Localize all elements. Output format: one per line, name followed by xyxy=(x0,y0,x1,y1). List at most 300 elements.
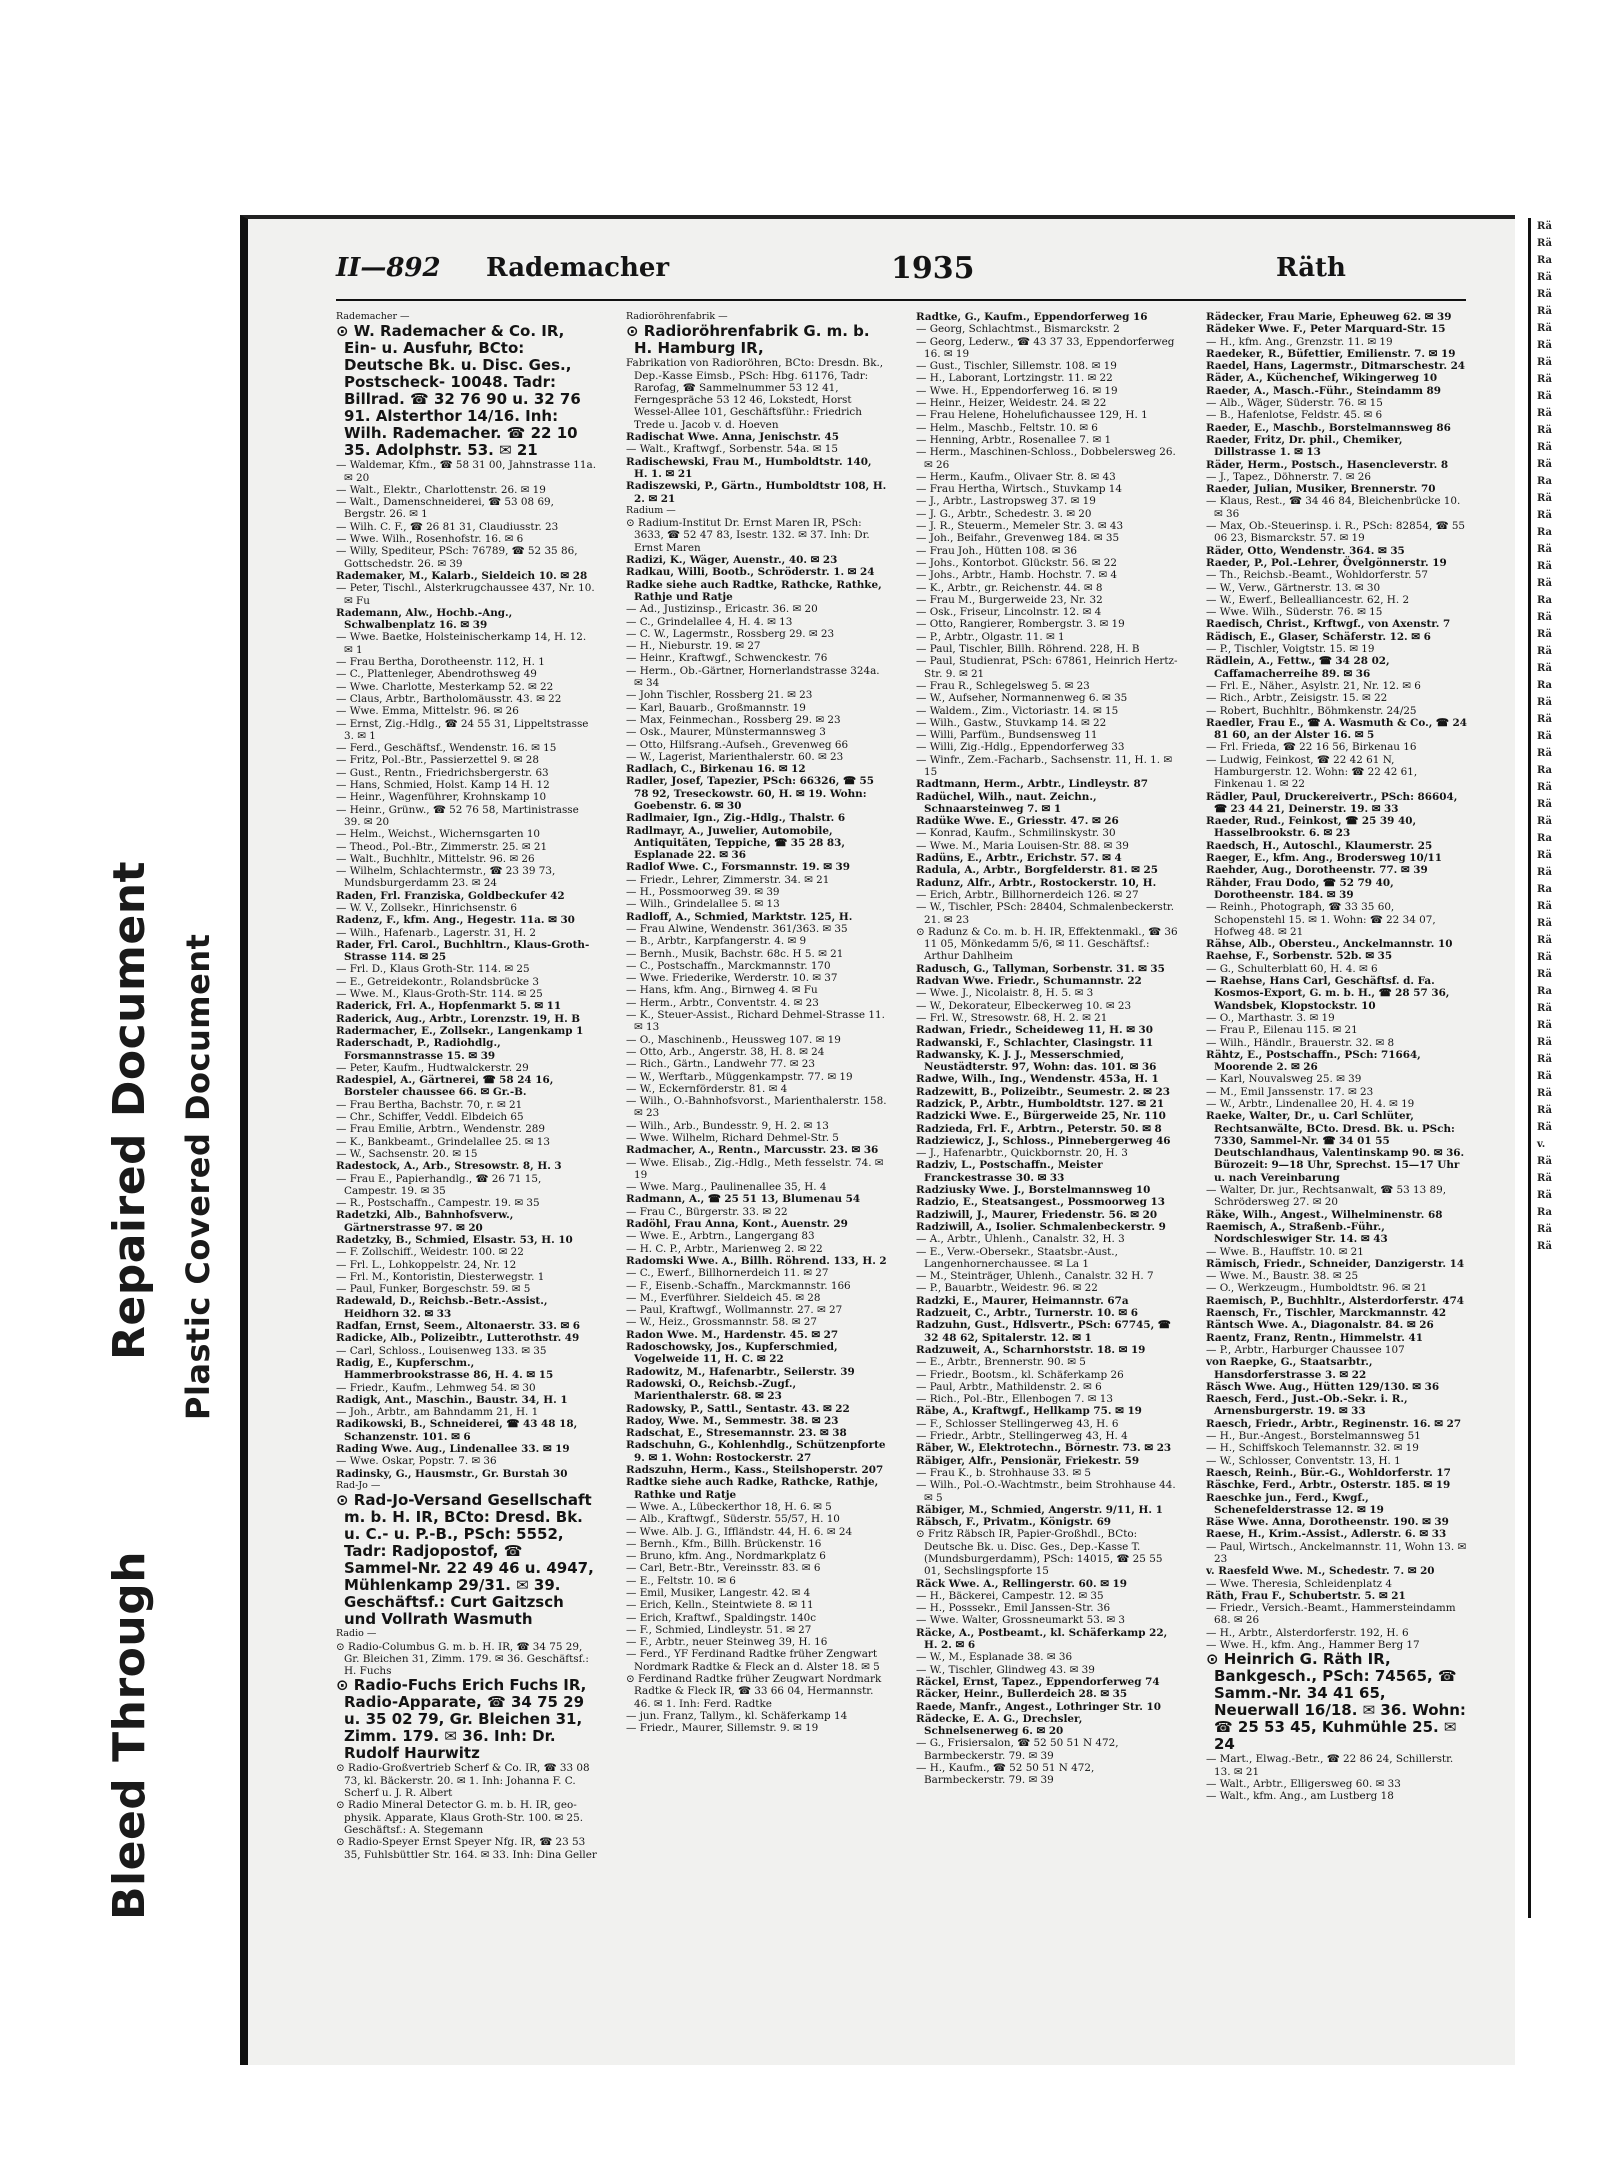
directory-entry: — P., Arbtr., Harburger Chaussee 107 xyxy=(1206,1343,1405,1356)
directory-entry: Radüchel, Wilh., naut. Zeichn., Schnaarsteinweg 7. ✉ 1 xyxy=(916,790,1097,815)
directory-entry: Radziwill, J., Maurer, Friedenstr. 56. ✉ 20 xyxy=(916,1208,1158,1221)
directory-entry: Raedsch, H., Autoschl., Klaumerstr. 25 xyxy=(1206,839,1433,852)
adjacent-entry-fragment: Rä xyxy=(1537,493,1553,504)
directory-entry: — H. C. P., Arbtr., Marienweg 2. ✉ 22 xyxy=(626,1242,823,1255)
directory-entry: — Frau P., Eilenau 115. ✉ 21 xyxy=(1206,1024,1358,1037)
directory-entry: — Wwe. Theresia, Schleidenplatz 4 xyxy=(1206,1577,1393,1590)
adjacent-entry-fragment: Rä xyxy=(1537,340,1553,351)
directory-entry: Radomski Wwe. A., Billh. Röhrend. 133, H. 2 xyxy=(626,1254,887,1267)
directory-entry: — Wwe. Elisab., Zig.-Hdlg., Meth fesselstr. 74. ✉ 19 xyxy=(626,1156,884,1181)
directory-entry: — Willi, Zig.-Hdlg., Eppendorferweg 33 xyxy=(916,741,1125,754)
directory-entry: Raesch, Ferd., Just.-Ob.-Sekr. i. R., Arnensburgerstr. 19. ✉ 33 xyxy=(1206,1393,1408,1418)
directory-entry: — Ferd., YF Ferdinand Radtke früher Zengwart Nordmark Radtke & Fleck an d. Alster 18. ✉ 5 xyxy=(626,1648,880,1673)
directory-entry: Radioröhrenfabrik — xyxy=(626,311,728,322)
directory-entry: — F. Zollschiff., Weidestr. 100. ✉ 22 xyxy=(336,1246,524,1259)
directory-entry: Radestock, A., Arb., Stresowstr. 8, H. 3 xyxy=(336,1160,562,1173)
directory-entry: Radio — xyxy=(336,1628,377,1640)
directory-entry: — Heinr., Grünw., ☎ 52 76 58, Martinistrasse 39. ✉ 20 xyxy=(336,803,579,828)
directory-entry: — Klaus, Rest., ☎ 34 46 84, Bleichenbrücke 10. ✉ 36 xyxy=(1206,495,1461,520)
directory-entry: Räsch Wwe. Aug., Hütten 129/130. ✉ 36 xyxy=(1206,1380,1440,1393)
directory-entry: ⊙ Heinrich G. Räth IR, Bankgesch., PSch: 74565, ☎ Samm.-Nr. 34 41 65, Neuerwall 16/18. ✉ 36. Wohn: ☎ 25 53 45, Kuhmühle 25. ✉ 24 xyxy=(1206,1650,1466,1754)
directory-entry: — Osk., Maurer, Münstermannsweg 3 xyxy=(626,726,826,739)
directory-entry: Radlof Wwe. C., Forsmannstr. 19. ✉ 39 xyxy=(626,861,851,874)
directory-entry: — Frau C., Bürgerstr. 33. ✉ 22 xyxy=(626,1205,788,1218)
directory-entry: — K., Arbtr., gr. Reichenstr. 44. ✉ 8 xyxy=(916,581,1103,594)
directory-entry: — Joh., Arbtr., am Bahndamm 21, H. 1 xyxy=(336,1406,539,1419)
directory-entry: ⊙ Radio-Columbus G. m. b. H. IR, ☎ 34 75 29, Gr. Bleichen 31, Zimm. 179. ✉ 36. Geschäftsf.: H. Fuchs xyxy=(336,1640,589,1678)
adjacent-entry-fragment: Rä xyxy=(1537,1037,1553,1048)
adjacent-entry-fragment: Rä xyxy=(1537,357,1553,368)
page-content xyxy=(336,249,1466,2049)
directory-entry: — A., Arbtr., Uhlenh., Canalstr. 32, H. 3 xyxy=(916,1233,1125,1246)
directory-entry: Raden, Frl. Franziska, Goldbeckufer 42 xyxy=(336,889,565,902)
directory-entry: — Wilhelm, Schlachtermstr., ☎ 23 39 73, Mundsburgerdamm 23. ✉ 24 xyxy=(336,865,556,890)
directory-entry: Radwe, Wilh., Ing., Wendenstr. 453a, H. 1 xyxy=(916,1073,1159,1086)
directory-entry: — John Tischler, Rossberg 21. ✉ 23 xyxy=(626,689,813,702)
directory-entry: Räbsch, F., Privatm., Königstr. 69 xyxy=(916,1516,1112,1529)
directory-entry: — Walt., kfm. Ang., am Lustberg 18 xyxy=(1206,1790,1394,1803)
directory-entry: v. Raesfeld Wwe. M., Schedestr. 7. ✉ 20 xyxy=(1206,1565,1435,1578)
directory-entry: — Paul, Kraftwgf., Wollmannstr. 27. ✉ 27 xyxy=(626,1304,843,1317)
directory-entry: — J. R., Steuerm., Memeler Str. 3. ✉ 43 xyxy=(916,520,1124,533)
directory-entry: Raehse, F., Sorbenstr. 52b. ✉ 35 xyxy=(1206,950,1393,963)
directory-entry: — Rich., Gärtn., Landwehr 77. ✉ 23 xyxy=(626,1058,815,1071)
directory-entry: — W., Schlosser, Conventstr. 13, H. 1 xyxy=(1206,1454,1401,1467)
directory-entry: — Frau Alwine, Wendenstr. 361/363. ✉ 35 xyxy=(626,922,848,935)
directory-entry: — Konrad, Kaufm., Schmilinskystr. 30 xyxy=(916,827,1116,840)
adjacent-entry-fragment: Rä xyxy=(1537,748,1553,759)
directory-entry: Raeger, E., kfm. Ang., Brodersweg 10/11 xyxy=(1206,852,1442,865)
directory-entry: ⊙ Radio-Fuchs Erich Fuchs IR, Radio-Apparate, ☎ 34 75 29 u. 35 02 79, Gr. Bleichen 31, Zimm. 179. ✉ 36. Inh: Dr. Rudolf Haurwitz xyxy=(336,1676,587,1763)
directory-entry: — Ad., Justizinsp., Ericastr. 36. ✉ 20 xyxy=(626,603,818,616)
directory-entry: — Wilh., Arb., Bundesstr. 9, H. 2. ✉ 13 xyxy=(626,1119,829,1132)
directory-entry: — Wwe. B., Hauffstr. 10. ✉ 21 xyxy=(1206,1245,1364,1258)
adjacent-entry-fragment: Rä xyxy=(1537,459,1553,470)
page-number: II—892 xyxy=(336,253,441,283)
directory-entry: Radula, A., Arbtr., Borgfelderstr. 81. ✉ 25 xyxy=(916,864,1158,877)
directory-entry: Radoy, Wwe. M., Semmestr. 38. ✉ 23 xyxy=(626,1414,839,1427)
adjacent-entry-fragment: Rä xyxy=(1537,731,1553,742)
directory-entry: — Wwe. H., Eppendorferweg 16. ✉ 19 xyxy=(916,384,1118,397)
directory-entry: — Max, Ob.-Steuerinsp. i. R., PSch: 82854, ☎ 55 06 23, Bismarckstr. 57. ✉ 19 xyxy=(1206,520,1466,545)
directory-entry: Raesch, Reinh., Bür.-G., Wohldorferstr. 17 xyxy=(1206,1466,1451,1479)
directory-entry: — Wwe. J., Nicolaistr. 8, H. 5. ✉ 3 xyxy=(916,987,1094,1000)
directory-entry: — Frl. M., Kontoristin, Diesterwegstr. 1 xyxy=(336,1270,545,1283)
directory-entry: Raderick, Frl. A., Hopfenmarkt 5. ✉ 11 xyxy=(336,1000,562,1013)
directory-entry: Rädisch, E., Glaser, Schäferstr. 12. ✉ 6 xyxy=(1206,630,1431,643)
directory-entry: Raemisch, P., Buchhltr., Alsterdorferstr. 474 xyxy=(1206,1294,1465,1307)
directory-entry: — Heinr., Wagenführer, Krohnskamp 10 xyxy=(336,791,547,804)
directory-entry: — Willy, Spediteur, PSch: 76789, ☎ 52 35 86, Gottschedstr. 26. ✉ 39 xyxy=(336,545,578,570)
directory-entry: Radziewicz, J., Schloss., Pinnebergerweg 46 xyxy=(916,1134,1171,1147)
directory-entry: Rademacher — xyxy=(336,311,410,322)
directory-entry: Raese, H., Krim.-Assist., Adlerstr. 6. ✉ 33 xyxy=(1206,1528,1447,1541)
directory-entry: — Herm., Kaufm., Olivaer Str. 8. ✉ 43 xyxy=(916,470,1116,483)
directory-entry: Radfan, Ernst, Seem., Altonaerstr. 33. ✉ 6 xyxy=(336,1320,581,1333)
directory-entry: — Otto, Arb., Angerstr. 38, H. 8. ✉ 24 xyxy=(626,1045,825,1058)
directory-entry: — Henning, Arbtr., Rosenallee 7. ✉ 1 xyxy=(916,433,1112,446)
adjacent-entry-fragment: Rä xyxy=(1537,714,1553,725)
directory-entry: — Osk., Friseur, Lincolnstr. 12. ✉ 4 xyxy=(916,606,1102,619)
directory-entry: ⊙ Radunz & Co. m. b. H. IR, Effektenmakl., ☎ 36 11 05, Mönkedamm 5/6, ✉ 11. Geschäftsf.: Arthur Dahlheim xyxy=(916,925,1178,963)
adjacent-entry-fragment: Rä xyxy=(1537,1003,1553,1014)
directory-page xyxy=(240,215,1515,2065)
directory-entry: — W., Werftarb., Müggenkampstr. 77. ✉ 19 xyxy=(626,1070,853,1083)
directory-columns xyxy=(336,311,1466,2041)
directory-entry: ⊙ Ferdinand Radtke früher Zeugwart Nordmark Radtke & Fleck IR, ☎ 33 66 04, Hermannstr. 46. ✉ 1. Inh: Ferd. Radtke xyxy=(626,1673,882,1710)
directory-entry: — B., Arbtr., Karpfangerstr. 4. ✉ 9 xyxy=(626,935,807,948)
directory-entry: Fabrikation von Radioröhren, BCto: Dresdn. Bk., Dep.-Kasse Eimsb., PSch: Hbg. 61176, Tadr: Rarofag, ☎ Sammelnummer 53 12 41, Ferngespräche 53 12 46, Lokstedt, Horst Wessel-Allee 101, Geschäftsführ.: Friedrich Trede u. Jacob v. d. Hoeven xyxy=(626,357,884,431)
directory-entry: — Wilh., Pol.-O.-Wachtmstr., beim Strohhause 44. ✉ 5 xyxy=(916,1479,1176,1504)
directory-entry: Räke, Wilh., Angest., Wilhelminenstr. 68 xyxy=(1206,1208,1443,1221)
directory-entry: Räse Wwe. Anna, Dorotheenstr. 190. ✉ 39 xyxy=(1206,1516,1449,1529)
directory-entry: Radwansky, K. J. J., Messerschmied, Neustädterstr. 97, Wohn: das. 101. ✉ 36 xyxy=(916,1048,1157,1074)
directory-entry: Radespiel, A., Gärtnerei, ☎ 58 24 16, Borsteler chaussee 66. ✉ Gr.-B. xyxy=(336,1074,554,1099)
directory-entry: — O., Marthastr. 3. ✉ 19 xyxy=(1206,1011,1335,1024)
directory-entry: Räckel, Ernst, Tapez., Eppendorferweg 74 xyxy=(916,1675,1160,1688)
directory-entry: Radkau, Willi, Bootb., Schröderstr. 1. ✉ 24 xyxy=(626,566,875,579)
directory-entry: — Gust., Tischler, Sillemstr. 108. ✉ 19 xyxy=(916,360,1117,373)
directory-entry: Radoschowsky, Jos., Kupferschmied, Vogelweide 11, H. C. ✉ 22 xyxy=(626,1341,838,1366)
adjacent-entry-fragment: Rä xyxy=(1537,425,1553,436)
adjacent-entry-fragment: Rä xyxy=(1537,952,1553,963)
directory-entry: — Waldem., Zim., Victoriastr. 14. ✉ 15 xyxy=(916,704,1119,717)
directory-entry: — W., Verw., Gärtnerstr. 13. ✉ 30 xyxy=(1206,581,1381,594)
column-3 xyxy=(916,311,1178,2041)
directory-entry: — Heinr., Kraftwgf., Schwenckestr. 76 xyxy=(626,652,828,665)
directory-entry: Radowsky, P., Sattl., Sentastr. 43. ✉ 22 xyxy=(626,1402,850,1415)
directory-entry: Räcker, Heinr., Bullerdeich 28. ✉ 35 xyxy=(916,1688,1128,1701)
directory-entry: — Rich., Arbtr., Zeisigstr. 15. ✉ 22 xyxy=(1206,692,1388,705)
directory-entry: — Rich., Pol.-Btr., Ellenbogen 7. ✉ 13 xyxy=(916,1393,1113,1406)
directory-entry: — G., Schulterblatt 60, H. 4. ✉ 6 xyxy=(1206,962,1378,975)
column-4 xyxy=(1206,311,1468,2041)
adjacent-entry-fragment: Rä xyxy=(1537,935,1553,946)
directory-entry: Radzueit, C., Arbtr., Turnerstr. 10. ✉ 6 xyxy=(916,1307,1138,1320)
directory-entry: — Frau E., Papierhandlg., ☎ 26 71 15, Campestr. 19. ✉ 35 xyxy=(336,1172,542,1197)
directory-entry: Raeder, Julian, Musiker, Brennerstr. 70 xyxy=(1206,483,1436,496)
directory-entry: — Walter, Dr. jur., Rechtsanwalt, ☎ 53 13 89, Schrödersweg 27. ✉ 20 xyxy=(1206,1184,1447,1209)
directory-entry: — W. V., Zollsekr., Hinrichsenstr. 6 xyxy=(336,901,517,914)
directory-entry: — Wilh. C. F., ☎ 26 81 31, Claudiusstr. 23 xyxy=(336,520,559,533)
directory-entry: — Peter, Tischl., Alsterkrugchaussee 437, Nr. 10. ✉ Fu xyxy=(336,582,595,607)
directory-entry: — Bruno, kfm. Ang., Nordmarkplatz 6 xyxy=(626,1550,826,1563)
directory-entry: Radtmann, Herm., Arbtr., Lindleystr. 87 xyxy=(916,778,1148,791)
directory-entry: Räbiger, Alfr., Pensionär, Friekestr. 59 xyxy=(916,1454,1140,1467)
directory-entry: Raensch, Fr., Tischler, Marckmannstr. 42 xyxy=(1206,1307,1447,1320)
directory-entry: — Claus, Arbtr., Bartholomäusstr. 43. ✉ 22 xyxy=(336,692,562,705)
directory-entry: — Wwe. H., kfm. Ang., Hammer Berg 17 xyxy=(1206,1639,1420,1652)
directory-entry: — Ferd., Geschäftsf., Wendenstr. 16. ✉ 15 xyxy=(336,742,557,755)
directory-entry: — Frau Emilie, Arbtrn., Wendenstr. 289 xyxy=(336,1123,546,1136)
adjacent-entry-fragment: Rä xyxy=(1537,408,1553,419)
directory-entry: — Joh., Beifahr., Grevenweg 184. ✉ 35 xyxy=(916,532,1120,545)
adjacent-entry-fragment: Rä xyxy=(1537,544,1553,555)
directory-entry: Rähtz, E., Postschaffn., PSch: 71664, Moorende 2. ✉ 26 xyxy=(1206,1048,1421,1074)
directory-entry: Radziv, L., Postschaffn., Meister Franckestrasse 30. ✉ 33 xyxy=(916,1159,1103,1184)
directory-entry: — W., Ewerf., Bellealliancestr. 62, H. 2 xyxy=(1206,593,1410,606)
directory-entry: — Karl, Bauarb., Großmannstr. 19 xyxy=(626,701,806,714)
adjacent-entry-fragment: Ra xyxy=(1537,255,1553,266)
directory-entry: — Ludwig, Feinkost, ☎ 22 42 61 N, Hamburgerstr. 12. Wohn: ☎ 22 42 61, Finkenau 1. ✉ 22 xyxy=(1206,753,1418,791)
directory-entry: Radüke Wwe. E., Griesstr. 47. ✉ 26 xyxy=(916,815,1119,828)
directory-entry: Rading Wwe. Aug., Lindenallee 33. ✉ 19 xyxy=(336,1443,570,1456)
directory-entry: — Wilh., Gastw., Stuvkamp 14. ✉ 22 xyxy=(916,716,1107,729)
directory-entry: — Chr., Schiffer, Veddl. Elbdeich 65 xyxy=(336,1111,524,1124)
directory-entry: — O., Maschinenb., Heussweg 107. ✉ 19 xyxy=(626,1033,841,1046)
directory-entry: Radlmayr, A., Juwelier, Automobile, Antiquitäten, Teppiche, ☎ 35 28 83, Esplanade 22. ✉ 36 xyxy=(626,824,846,862)
directory-entry: — Friedr., Lehrer, Zimmerstr. 34. ✉ 21 xyxy=(626,873,830,886)
directory-entry: — W., Lagerist, Marienthalerstr. 60. ✉ 23 xyxy=(626,750,844,763)
directory-entry: Rädecke, E. A. G., Drechsler, Schnelsenerweg 6. ✉ 20 xyxy=(916,1712,1083,1738)
directory-entry: Rädlein, A., Fettw., ☎ 34 28 02, Caffamacherreihe 89. ✉ 36 xyxy=(1206,655,1390,680)
directory-entry: — Herm., Maschinen-Schloss., Dobbelersweg 26. ✉ 26 xyxy=(916,446,1176,471)
directory-entry: — H., Kaufm., ☎ 52 50 51 N 472, Barmbeckerstr. 79. ✉ 39 xyxy=(916,1762,1095,1787)
adjacent-entry-fragment: Rä xyxy=(1537,1241,1553,1252)
directory-entry: Radmacher, A., Rentn., Marcusstr. 23. ✉ 36 xyxy=(626,1144,879,1157)
directory-entry: — Mart., Elwag.-Betr., ☎ 22 86 24, Schillerstr. 13. ✉ 21 xyxy=(1206,1753,1454,1778)
directory-entry: Rämisch, Friedr., Schneider, Danzigerstr. 14 xyxy=(1206,1257,1465,1270)
directory-entry: — Alb., Kraftwgf., Süderstr. 55/57, H. 10 xyxy=(626,1513,840,1526)
label-repaired-document: Repaired Document xyxy=(104,860,155,1360)
adjacent-entry-fragment: Rä xyxy=(1537,272,1553,283)
directory-entry: — Hans, Schmied, Holst. Kamp 14 H. 12 xyxy=(336,779,550,792)
directory-entry: — Herm., Arbtr., Conventstr. 4. ✉ 23 xyxy=(626,996,819,1009)
directory-entry: — Friedr., Arbtr., Stellingerweg 43, H. 4 xyxy=(916,1430,1128,1443)
directory-entry: — J. G., Arbtr., Schedestr. 3. ✉ 20 xyxy=(916,507,1092,520)
directory-entry: — Ernst, Zig.-Hdlg., ☎ 24 55 31, Lippeltstrasse 3. ✉ 1 xyxy=(336,717,589,742)
directory-entry: — K., Bankbeamt., Grindelallee 25. ✉ 13 xyxy=(336,1135,551,1148)
directory-entry: — Erich, Kraftwf., Spaldingstr. 140c xyxy=(626,1611,817,1624)
adjacent-entry-fragment: Rä xyxy=(1537,1071,1553,1082)
directory-entry: — B., Hafenlotse, Feldstr. 45. ✉ 6 xyxy=(1206,409,1383,422)
directory-entry: Räth, Frau F., Schubertstr. 5. ✉ 21 xyxy=(1206,1589,1406,1602)
adjacent-entry-fragment: Rä xyxy=(1537,901,1553,912)
header-last-entry: Räth xyxy=(1276,253,1346,283)
header-first-entry: Rademacher xyxy=(486,253,670,283)
directory-entry: — Fritz, Pol.-Btr., Passierzettel 9. ✉ 28 xyxy=(336,754,539,767)
directory-entry: — Helm., Maschb., Feltstr. 10. ✉ 6 xyxy=(916,421,1098,434)
directory-entry: Räber, W., Elektrotechn., Börnestr. 73. ✉ 23 xyxy=(916,1442,1172,1455)
directory-entry: Radischewski, Frau M., Humboldtstr. 140, H. 1. ✉ 21 xyxy=(626,455,872,480)
directory-entry: — Wwe. Walter, Grossneumarkt 53. ✉ 3 xyxy=(916,1614,1126,1627)
directory-entry: Radwan, Friedr., Scheideweg 11, H. ✉ 30 xyxy=(916,1024,1153,1037)
directory-entry: Rädecker, Frau Marie, Epheuweg 62. ✉ 39 xyxy=(1206,311,1452,323)
directory-entry: ⊙ Radio-Speyer Ernst Speyer Nfg. IR, ☎ 23 53 35, Fuhlsbüttler Str. 164. ✉ 33. Inh: Dina Geller xyxy=(336,1836,597,1861)
directory-entry: — Friedr., Kaufm., Lehmweg 54. ✉ 30 xyxy=(336,1381,536,1394)
directory-entry: ⊙ Radium-Institut Dr. Ernst Maren IR, PSch: 3633, ☎ 52 47 83, Isestr. 132. ✉ 37. Inh: Dr. Ernst Maren xyxy=(626,517,870,554)
directory-entry: Radöhl, Frau Anna, Kont., Auenstr. 29 xyxy=(626,1218,848,1231)
directory-entry: — Frau M., Burgerweide 23, Nr. 32 xyxy=(916,593,1103,606)
directory-entry: — W., Arbtr., Lindenallee 20, H. 4. ✉ 19 xyxy=(1206,1098,1415,1110)
directory-entry: Räder, A., Küchenchef, Wikingerweg 10 xyxy=(1206,372,1438,385)
directory-entry: Räder, Otto, Wendenstr. 364. ✉ 35 xyxy=(1206,544,1405,557)
directory-entry: Raedler, Frau E., ☎ A. Wasmuth & Co., ☎ 24 81 60, an der Alster 16. ✉ 5 xyxy=(1206,716,1467,742)
directory-entry: Raderschadt, P., Radiohdlg., Forsmannstrasse 15. ✉ 39 xyxy=(336,1037,501,1062)
adjacent-entry-fragment: Rä xyxy=(1537,1173,1553,1184)
directory-entry: — M., Emil Janssenstr. 17. ✉ 23 xyxy=(1206,1085,1374,1098)
directory-entry: — H., kfm. Ang., Grenzstr. 11. ✉ 19 xyxy=(1206,335,1393,348)
label-plastic-covered: Plastic Covered Document xyxy=(179,933,217,1420)
directory-entry: — Theod., Pol.-Btr., Zimmerstr. 25. ✉ 21 xyxy=(336,840,548,853)
adjacent-entry-fragment: Rä xyxy=(1537,697,1553,708)
directory-entry: Radermacher, E., Zollsekr., Langenkamp 1 xyxy=(336,1024,584,1037)
directory-entry: — F., Eisenb.-Schaffn., Marckmannstr. 166 xyxy=(626,1279,851,1292)
directory-entry: — Walt., Arbtr., Elligersweg 60. ✉ 33 xyxy=(1206,1777,1401,1790)
directory-entry: — Wwe. Wilh., Rosenhofstr. 16. ✉ 6 xyxy=(336,533,524,546)
directory-entry: Radowski, O., Reichsb.-Zugf., Marienthalerstr. 68. ✉ 23 xyxy=(626,1377,797,1403)
directory-entry: Räder, Herm., Postsch., Hasencleverstr. 8 xyxy=(1206,458,1449,471)
directory-entry: — P., Bauarbtr., Weidestr. 96. ✉ 22 xyxy=(916,1282,1098,1295)
directory-entry: — Wilh., Händlr., Brauerstr. 32. ✉ 8 xyxy=(1206,1036,1395,1049)
directory-entry: — J., Tapez., Döhnerstr. 7. ✉ 26 xyxy=(1206,470,1371,483)
adjacent-entry-fragment: Rä xyxy=(1537,578,1553,589)
directory-entry: — Wilh., O.-Bahnhofsvorst., Marienthalerstr. 158. ✉ 23 xyxy=(626,1095,887,1120)
directory-entry: — W., Tischler, PSch: 28404, Schmalenbeckerstr. 21. ✉ 23 xyxy=(916,901,1175,926)
directory-entry: — Paul, Studienrat, PSch: 67861, Heinrich Hertz-Str. 9. ✉ 21 xyxy=(916,655,1178,680)
directory-entry: — W., Tischler, Glindweg 43. ✉ 39 xyxy=(916,1663,1095,1676)
directory-entry: — J., Hafenarbtr., Quickbornstr. 20, H. 3 xyxy=(916,1147,1128,1160)
directory-entry: — Gust., Rentn., Friedrichsbergerstr. 63 xyxy=(336,766,549,779)
adjacent-entry-fragment: Ra xyxy=(1537,765,1553,776)
adjacent-entry-fragment: Rä xyxy=(1537,442,1553,453)
adjacent-entry-fragment: Rä xyxy=(1537,1224,1553,1235)
directory-entry: — Johs., Arbtr., Hamb. Hochstr. 7. ✉ 4 xyxy=(916,569,1118,582)
directory-entry: — Frl. Frieda, ☎ 22 16 56, Birkenau 16 xyxy=(1206,741,1417,754)
directory-entry: Rädler, Paul, Druckereivertr., PSch: 86604, ☎ 23 44 21, Deinerstr. 19. ✉ 33 xyxy=(1206,790,1458,815)
directory-entry: Raedeker, R., Büfettier, Emilienstr. 7. ✉ 19 xyxy=(1206,347,1456,360)
directory-entry: — Waldemar, Kfm., ☎ 58 31 00, Jahnstrasse 11a. ✉ 20 xyxy=(336,459,597,484)
directory-entry: Radetzky, B., Schmied, Elsastr. 53, H. 10 xyxy=(336,1234,573,1246)
adjacent-entry-fragment: Rä xyxy=(1537,646,1553,657)
directory-entry: — Frau Hertha, Wirtsch., Stuvkamp 14 xyxy=(916,483,1122,496)
directory-entry: — Johs., Kontorbot. Glückstr. 56. ✉ 22 xyxy=(916,556,1117,569)
directory-entry: ⊙ W. Rademacher & Co. IR, Ein- u. Ausfuhr, BCto: Deutsche Bk. u. Disc. Ges., Postscheck- 10048. Tadr: Billrad. ☎ 32 76 90 u. 32 76 91. Alsterthor 14/16. Inh: Wilh. Rademacher. ☎ 22 10 35. Adolphstr. 53. ✉ 21 xyxy=(336,322,581,460)
directory-entry: — Winfr., Zem.-Facharb., Sachsenstr. 11, H. 1. ✉ 15 xyxy=(916,753,1173,778)
directory-entry: Radvan Wwe. Friedr., Schumannstr. 22 xyxy=(916,975,1142,988)
directory-entry: — C., Plattenleger, Abendrothsweg 49 xyxy=(336,668,537,681)
directory-entry: ⊙ Radioröhrenfabrik G. m. b. H. Hamburg IR, xyxy=(626,322,870,358)
directory-entry: Radüns, E., Arbtr., Erichstr. 57. ✉ 4 xyxy=(916,852,1122,865)
adjacent-entry-fragment: Rä xyxy=(1537,1122,1553,1133)
directory-entry: Raehder, Aug., Dorotheenstr. 77. ✉ 39 xyxy=(1206,864,1428,877)
directory-entry: — Friedr., Maurer, Sillemstr. 9. ✉ 19 xyxy=(626,1722,819,1735)
directory-entry: — E., Getreidekontr., Rolandsbrücke 3 xyxy=(336,975,539,988)
directory-entry: — Paul, Funker, Borgeschstr. 59. ✉ 5 xyxy=(336,1283,531,1296)
directory-entry: — Herm., Ob.-Gärtner, Hornerlandstrasse 324a. ✉ 34 xyxy=(626,664,880,690)
directory-entry: Raeder, Rud., Feinkost, ☎ 25 39 40, Hasselbrookstr. 6. ✉ 23 xyxy=(1206,815,1417,840)
label-bleed-through: Bleed Through xyxy=(104,1550,155,1920)
directory-entry: — Heinr., Heizer, Weidestr. 24. ✉ 22 xyxy=(916,397,1107,410)
directory-entry: — Wwe. Alb. J. G., Iffländstr. 44, H. 6. ✉ 24 xyxy=(626,1525,853,1538)
directory-entry: Räbe, A., Kraftwgf., Hellkamp 75. ✉ 19 xyxy=(916,1405,1142,1418)
directory-entry: — G., Frisiersalon, ☎ 52 50 51 N 472, Barmbeckerstr. 79. ✉ 39 xyxy=(916,1737,1119,1762)
directory-entry: Radon Wwe. M., Hardenstr. 45. ✉ 27 xyxy=(626,1328,839,1341)
directory-entry: Rademaker, M., Kalarb., Sieldeich 10. ✉ 28 xyxy=(336,569,588,582)
directory-entry: Radschat, E., Stresemannstr. 23. ✉ 38 xyxy=(626,1427,847,1440)
directory-entry: — Wwe. Marg., Paulinenallee 35, H. 4 xyxy=(626,1181,827,1194)
directory-entry: — Walt., Elektr., Charlottenstr. 26. ✉ 19 xyxy=(336,483,546,496)
directory-entry: — H., Arbtr., Alsterdorferstr. 192, H. 6 xyxy=(1206,1626,1409,1639)
directory-entry: Radinsky, G., Hausmstr., Gr. Burstah 30 xyxy=(336,1467,568,1480)
directory-entry: Raedel, Hans, Lagermstr., Ditmarschestr. 24 xyxy=(1206,360,1466,373)
directory-entry: — Th., Reichsb.-Beamt., Wohldorferstr. 57 xyxy=(1206,569,1428,582)
directory-entry: — Georg, Lederw., ☎ 43 37 33, Eppendorferweg 16. ✉ 19 xyxy=(916,335,1175,360)
directory-entry: — M., Everführer. Sieldeich 45. ✉ 28 xyxy=(626,1291,821,1304)
directory-entry: Radzio, E., Steatsangest., Possmoorweg 13 xyxy=(916,1196,1166,1209)
directory-entry: Räbiger, M., Schmied, Angerstr. 9/11, H. 1 xyxy=(916,1503,1163,1516)
directory-entry: — F., Arbtr., neuer Steinweg 39, H. 16 xyxy=(626,1636,828,1649)
directory-entry: — Carl, Betr.-Btr., Vereinsstr. 83. ✉ 6 xyxy=(626,1562,821,1575)
directory-entry: — Erich, Arbtr., Billhornerdeich 126. ✉ 27 xyxy=(916,888,1139,901)
directory-entry: — W., Sachsenstr. 20. ✉ 15 xyxy=(336,1147,478,1160)
directory-entry: Radischat Wwe. Anna, Jenischstr. 45 xyxy=(626,431,839,444)
directory-entry: — W., M., Esplanade 38. ✉ 36 xyxy=(916,1651,1073,1664)
directory-entry: — F., Schlosser Stellingerweg 43, H. 6 xyxy=(916,1417,1119,1430)
directory-entry: — Helm., Weichst., Wichernsgarten 10 xyxy=(336,828,541,841)
directory-entry: — Paul, Wirtsch., Anckelmannstr. 11, Wohn 13. ✉ 23 xyxy=(1206,1540,1467,1565)
directory-entry: ⊙ Rad-Jo-Versand Gesellschaft m. b. H. IR, BCto: Dresd. Bk. u. C.- u. P.-B., PSch: 5552, Tadr: Radjopostof, ☎ Sammel-Nr. 22 49 46 u. 4947, Mühlenkamp 29/31. ✉ 39. Geschäftsf.: Curt Gaitzsch und Vollrath Wasmuth xyxy=(336,1491,594,1629)
directory-entry: — W., Eckernförderstr. 81. ✉ 4 xyxy=(626,1082,788,1095)
directory-entry: — O., Werkzeugm., Humboldtstr. 96. ✉ 21 xyxy=(1206,1282,1428,1295)
adjacent-entry-fragment: Rä xyxy=(1537,1054,1553,1065)
adjacent-entry-fragment: Rä xyxy=(1537,816,1553,827)
directory-entry: — Frau Helene, Hohelufichaussee 129, H. 1 xyxy=(916,409,1148,422)
directory-entry: — C. W., Lagermstr., Rossberg 29. ✉ 23 xyxy=(626,627,835,640)
directory-entry: — Erich, Kelln., Steintwiete 8. ✉ 11 xyxy=(626,1599,814,1612)
directory-entry: Raeke, Walter, Dr., u. Carl Schlüter, Rechtsanwälte, BCto. Dresd. Bk. u. PSch: 7330, Sammel-Nr. ☎ 34 01 55 Deutschlandhaus, Valentinskamp 90. ✉ 36. Bürozeit: 9—18 Uhr, Sprechst. 15—17 Uhr u. nach Vereinbarung xyxy=(1206,1110,1465,1184)
adjacent-entry-fragment: Rä xyxy=(1537,306,1553,317)
directory-entry: — Frau Bertha, Dorotheenstr. 112, H. 1 xyxy=(336,656,545,669)
directory-entry: Radzieda, Frl. F., Arbtrn., Peterstr. 50. ✉ 8 xyxy=(916,1122,1162,1135)
directory-entry: Radium — xyxy=(626,504,676,516)
directory-entry: Raeder, P., Pol.-Lehrer, Övelgönnerstr. 19 xyxy=(1206,556,1447,569)
adjacent-entry-fragment: Ra xyxy=(1537,476,1553,487)
directory-entry: — H., Posssekr., Emil Janssen-Str. 36 xyxy=(916,1602,1111,1615)
directory-entry: — E., Arbtr., Brennerstr. 90. ✉ 5 xyxy=(916,1356,1086,1369)
directory-entry: — Wwe. Baetke, Holsteinischerkamp 14, H. 12. ✉ 1 xyxy=(336,631,587,656)
directory-entry: Radenz, F., kfm. Ang., Hegestr. 11a. ✉ 30 xyxy=(336,914,575,927)
directory-entry: Raemisch, A., Straßenb.-Führ., Nordschleswiger Str. 14. ✉ 43 xyxy=(1206,1220,1388,1246)
directory-entry: — Frl. E., Näher., Asylstr. 21, Nr. 12. ✉ 6 xyxy=(1206,679,1421,692)
directory-entry: Rähder, Frau Dodo, ☎ 52 79 40, Dorotheenstr. 184. ✉ 39 xyxy=(1206,876,1394,901)
directory-entry: Radzuhn, Gust., Hdlsvertr., PSch: 67745, ☎ 32 48 62, Spitalerstr. 12. ✉ 1 xyxy=(916,1319,1171,1344)
directory-entry: — Karl, Nouvalsweg 25. ✉ 39 xyxy=(1206,1073,1362,1086)
adjacent-entry-fragment: Rä xyxy=(1537,850,1553,861)
adjacent-entry-fragment: Rä xyxy=(1537,374,1553,385)
directory-entry: — H., Possmoorweg 39. ✉ 39 xyxy=(626,886,780,899)
directory-entry: — Otto, Rangierer, Rombergstr. 3. ✉ 19 xyxy=(916,618,1125,631)
side-labels xyxy=(104,420,244,1920)
directory-entry: Räntsch Wwe. A., Diagonalstr. 84. ✉ 26 xyxy=(1206,1319,1434,1332)
directory-entry: — Raehse, Hans Carl, Geschäftsf. d. Fa. Kosmos-Export, G. m. b. H., ☎ 28 57 36, Wandsbek, Klopstockstr. 10 xyxy=(1206,975,1450,1012)
directory-entry: Radiszewski, P., Gärtn., Humboldtstr 108, H. 2. ✉ 21 xyxy=(626,480,887,505)
directory-entry: Radler, Josef, Tapezier, PSch: 66326, ☎ 55 78 92, Treseckowstr. 60, H. ✉ 19. Wohn: Goebenstr. 6. ✉ 30 xyxy=(626,775,874,812)
adjacent-entry-fragment: Rä xyxy=(1537,561,1553,572)
directory-entry: — Walt., Kraftwgf., Sorbenstr. 54a. ✉ 15 xyxy=(626,443,838,456)
directory-entry: — J., Arbtr., Lastropsweg 37. ✉ 19 xyxy=(916,495,1096,508)
directory-entry: Radlmaier, Ign., Zig.-Hdlg., Thalstr. 6 xyxy=(626,812,846,825)
directory-entry: — Walt., Buchhltr., Mittelstr. 96. ✉ 26 xyxy=(336,852,535,865)
directory-entry: — Bernh., Kfm., Billh. Brückenstr. 16 xyxy=(626,1537,822,1550)
adjacent-entry-fragment: Rä xyxy=(1537,323,1553,334)
directory-entry: — Wwe. E., Arbtrn., Langergang 83 xyxy=(626,1230,815,1243)
adjacent-entry-fragment: Rä xyxy=(1537,1020,1553,1031)
adjacent-entry-fragment: Rä xyxy=(1537,782,1553,793)
directory-entry: — H., Bur.-Angest., Borstelmannsweg 51 xyxy=(1206,1430,1421,1443)
directory-entry: Raentz, Franz, Rentn., Himmelstr. 41 xyxy=(1206,1331,1423,1344)
directory-entry: — Max, Feinmechan., Rossberg 29. ✉ 23 xyxy=(626,713,841,726)
